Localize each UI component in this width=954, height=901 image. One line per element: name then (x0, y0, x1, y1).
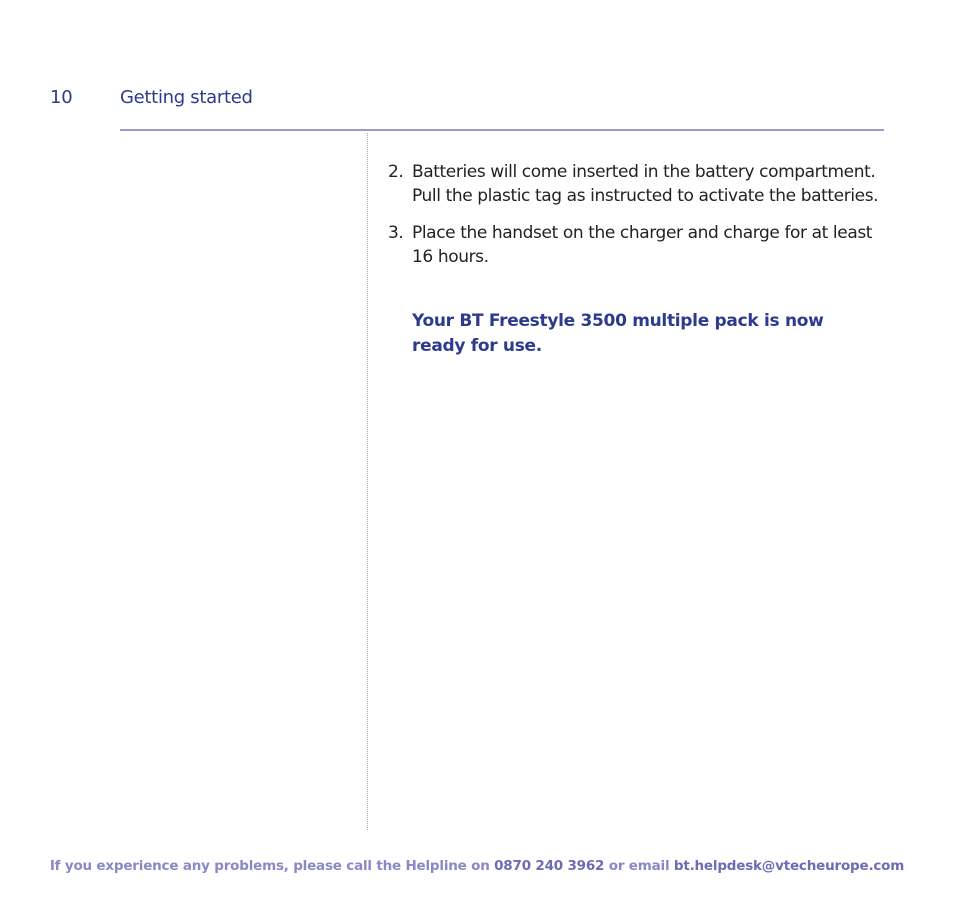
footer-prefix: If you experience any problems, please call the Helpline on (49, 858, 495, 874)
main-content (388, 160, 888, 359)
footer-middle: or email (604, 858, 674, 874)
ready-note: Your BT Freestyle 3500 multiple pack is now ready for use. (412, 311, 824, 356)
helpdesk-email: bt.helpdesk@vtecheurope.com (673, 858, 905, 874)
step-text: Place the handset on the charger and charge for at least 16 hours. (412, 223, 873, 267)
helpline-phone: 0870 240 3962 (494, 858, 605, 874)
step-text: Batteries will come inserted in the battery compartment. Pull the plastic tag as instructed to activate the batteries. (412, 162, 879, 206)
step-item (388, 221, 888, 269)
section-title: Getting started (120, 87, 253, 108)
step-number: 2. (388, 162, 404, 182)
header-rule (120, 129, 884, 131)
step-number: 3. (388, 223, 404, 243)
column-divider (367, 133, 368, 830)
helpline-footer (0, 858, 954, 874)
step-item (388, 160, 888, 208)
page-number: 10 (50, 87, 73, 108)
